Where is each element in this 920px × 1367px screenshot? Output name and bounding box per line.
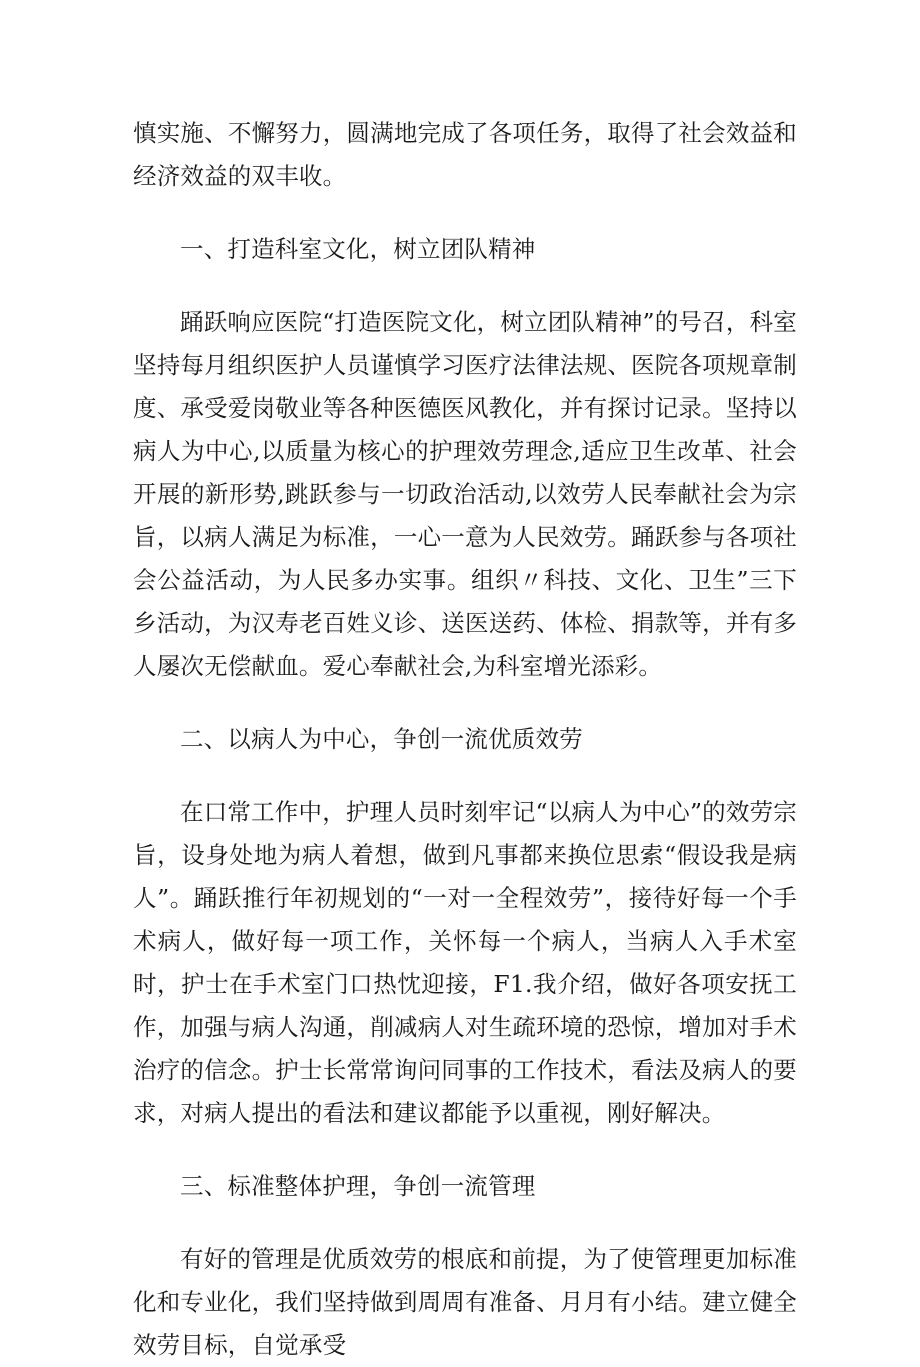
section-1-heading: 一、打造科室文化，树立团队精神 xyxy=(180,235,536,263)
paragraph-gap xyxy=(133,1135,797,1165)
paragraph-gap xyxy=(133,688,797,718)
section-2-body: 在口常工作中，护理人员时刻牢记“以病人为中心”的效劳宗旨，设身处地为病人着想，做到凡事都来换位思索“假设我是病人”。踊跃推行年初规划的“一对一全程效劳”，接待好每一个手术病人，做好每一项工作，关怀每一个病人，当病人入手术室时，护士在手术室门口热忱迎接，F1.我介绍，做好各项安抚工作，加强与病人沟通，削减病人对生疏环境的恐惊，增加对手术治疗的信念。护士长常常询问同事的工作技术，看法及病人的要求，对病人提出的看法和建议都能予以重视，刚好解决。 xyxy=(133,798,797,1127)
section-3-heading: 三、标准整体护理，争创一流管理 xyxy=(180,1172,536,1200)
document-body xyxy=(133,112,797,1367)
paragraph-gap xyxy=(133,271,797,301)
intro-continuation-paragraph: 慎实施、不懈努力，圆满地完成了各项任务，取得了社会效益和经济效益的双丰收。 xyxy=(133,119,797,190)
section-2-heading: 二、以病人为中心，争创一流优质效劳 xyxy=(180,725,583,753)
section-3-body: 有好的管理是优质效劳的根底和前提，为了使管理更加标准化和专业化，我们坚持做到周周有准备、月月有小结。建立健全效劳目标，自觉承受 xyxy=(133,1245,797,1359)
paragraph-gap xyxy=(133,198,797,228)
paragraph-gap xyxy=(133,1208,797,1238)
paragraph-gap xyxy=(133,761,797,791)
section-1-body: 踊跃响应医院“打造医院文化，树立团队精神”的号召，科室坚持每月组织医护人员谨慎学习医疗法律法规、医院各项规章制度、承受爱岗敬业等各种医德医风教化，并有探讨记录。坚持以病人为中心,以质量为核心的护理效劳理念,适应卫生改革、社会开展的新形势,跳跃参与一切政治活动,以效劳人民奉献社会为宗旨，以病人满足为标准，一心一意为人民效劳。踊跃参与各项社会公益活动，为人民多办实事。组织〃科技、文化、卫生”三下乡活动，为汉寿老百姓义诊、送医送药、体检、捐款等，并有多人屡次无偿献血。爱心奉献社会,为科室增光添彩。 xyxy=(133,308,797,680)
